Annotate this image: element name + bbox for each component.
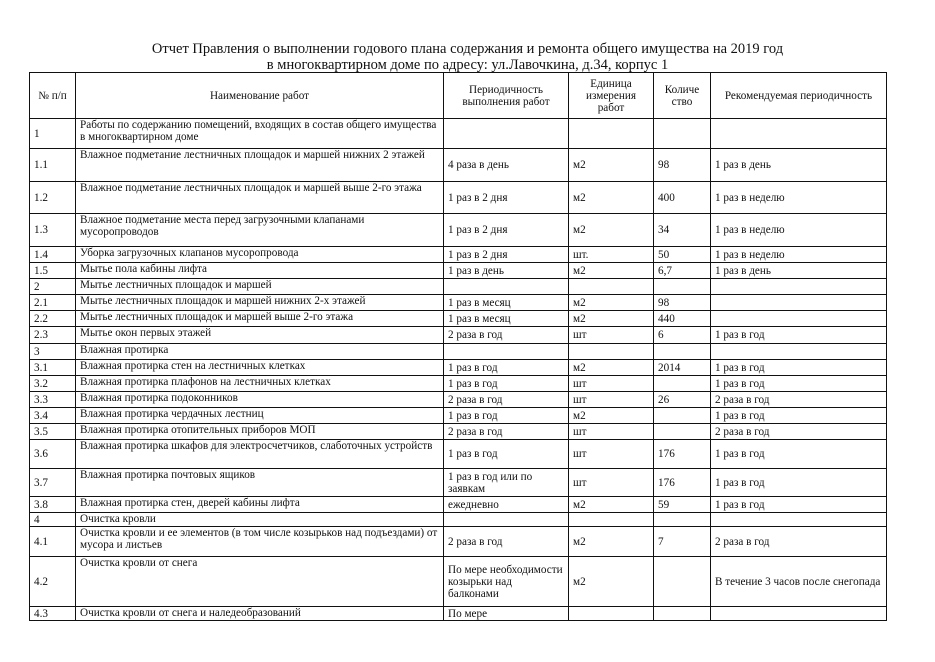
unit-cell [569, 607, 654, 621]
recommended-cell: 2 раза в год [711, 392, 887, 408]
row-num-cell: 3 [30, 344, 76, 360]
quantity-cell [654, 344, 711, 360]
periodicity-cell: 1 раз в день [444, 263, 569, 279]
header-name: Наименование работ [76, 73, 444, 119]
periodicity-cell: 1 раз в год или по заявкам [444, 469, 569, 497]
table-row [30, 557, 887, 607]
row-num-cell: 4 [30, 513, 76, 527]
work-name-cell: Работы по содержанию помещений, входящих в состав общего имущества в многоквартирном доме [76, 119, 444, 149]
periodicity-cell [444, 513, 569, 527]
unit-cell: шт [569, 424, 654, 440]
row-num-cell: 3.7 [30, 469, 76, 497]
recommended-cell: 1 раз в день [711, 263, 887, 279]
unit-cell: шт [569, 376, 654, 392]
periodicity-cell: 1 раз в 2 дня [444, 247, 569, 263]
table-row [30, 392, 887, 408]
row-num-cell: 1.3 [30, 214, 76, 247]
recommended-cell [711, 513, 887, 527]
table-row [30, 360, 887, 376]
unit-cell: м2 [569, 311, 654, 327]
periodicity-cell: 1 раз в год [444, 360, 569, 376]
row-num-cell: 3.8 [30, 497, 76, 513]
periodicity-cell [444, 344, 569, 360]
periodicity-cell: 1 раз в месяц [444, 311, 569, 327]
periodicity-cell: 1 раз в 2 дня [444, 182, 569, 214]
table-row [30, 119, 887, 149]
table-row [30, 279, 887, 295]
table-row [30, 182, 887, 214]
periodicity-cell [444, 279, 569, 295]
row-num-cell: 4.1 [30, 527, 76, 557]
quantity-cell: 400 [654, 182, 711, 214]
recommended-cell: 1 раз в год [711, 497, 887, 513]
row-num-cell: 3.6 [30, 440, 76, 469]
row-num-cell: 3.3 [30, 392, 76, 408]
work-name-cell: Очистка кровли [76, 513, 444, 527]
work-name-cell: Влажная протирка стен на лестничных клетках [76, 360, 444, 376]
table-row [30, 214, 887, 247]
unit-cell: м2 [569, 149, 654, 182]
unit-cell: м2 [569, 263, 654, 279]
work-name-cell: Мытье лестничных площадок и маршей нижних 2-х этажей [76, 295, 444, 311]
row-num-cell: 3.2 [30, 376, 76, 392]
table-row [30, 311, 887, 327]
recommended-cell [711, 344, 887, 360]
quantity-cell [654, 513, 711, 527]
quantity-cell: 176 [654, 440, 711, 469]
work-name-cell: Влажная протирка шкафов для электросчетчиков, слаботочных устройств [76, 440, 444, 469]
periodicity-cell: 2 раза в год [444, 392, 569, 408]
work-name-cell: Влажное подметание места перед загрузочными клапанами мусоропроводов [76, 214, 444, 247]
recommended-cell: 1 раз в неделю [711, 182, 887, 214]
table-header-row [30, 73, 887, 119]
table-row [30, 327, 887, 344]
recommended-cell: 2 раза в год [711, 527, 887, 557]
unit-cell: шт [569, 392, 654, 408]
quantity-cell: 26 [654, 392, 711, 408]
work-name-cell: Влажная протирка отопительных приборов МОП [76, 424, 444, 440]
row-num-cell: 4.2 [30, 557, 76, 607]
table-row [30, 527, 887, 557]
table-row [30, 469, 887, 497]
header-qty: Количе ство [654, 73, 711, 119]
unit-cell: шт [569, 469, 654, 497]
work-name-cell: Влажное подметание лестничных площадок и маршей выше 2-го этажа [76, 182, 444, 214]
table-row [30, 607, 887, 621]
row-num-cell: 3.5 [30, 424, 76, 440]
work-name-cell: Очистка кровли от снега [76, 557, 444, 607]
recommended-cell: 1 раз в год [711, 327, 887, 344]
report-title [0, 41, 935, 73]
recommended-cell [711, 279, 887, 295]
row-num-cell: 3.4 [30, 408, 76, 424]
table-row [30, 440, 887, 469]
header-num: № п/п [30, 73, 76, 119]
row-num-cell: 1.2 [30, 182, 76, 214]
unit-cell: м2 [569, 497, 654, 513]
unit-cell: шт [569, 440, 654, 469]
work-name-cell: Мытье окон первых этажей [76, 327, 444, 344]
table-row [30, 408, 887, 424]
quantity-cell [654, 408, 711, 424]
table-row [30, 295, 887, 311]
work-name-cell: Влажная протирка подоконников [76, 392, 444, 408]
unit-cell: м2 [569, 214, 654, 247]
table-row [30, 149, 887, 182]
recommended-cell: 1 раз в неделю [711, 247, 887, 263]
report-title-line1: Отчет Правления о выполнении годового плана содержания и ремонта общего имущества на 2019 год [151, 41, 784, 57]
header-unit: Единица измерения работ [569, 73, 654, 119]
quantity-cell: 98 [654, 149, 711, 182]
quantity-cell: 7 [654, 527, 711, 557]
periodicity-cell: ежедневно [444, 497, 569, 513]
unit-cell [569, 513, 654, 527]
table-row [30, 344, 887, 360]
work-name-cell: Очистка кровли и ее элементов (в том числе козырьков над подъездами) от мусора и листьев [76, 527, 444, 557]
periodicity-cell: 2 раза в год [444, 327, 569, 344]
unit-cell: м2 [569, 295, 654, 311]
quantity-cell: 34 [654, 214, 711, 247]
work-name-cell: Влажная протирка почтовых ящиков [76, 469, 444, 497]
quantity-cell [654, 424, 711, 440]
table-row [30, 513, 887, 527]
quantity-cell [654, 557, 711, 607]
report-title-line2: в многоквартирном доме по адресу: ул.Лавочкина, д.34, корпус 1 [266, 57, 669, 73]
row-num-cell: 2.3 [30, 327, 76, 344]
row-num-cell: 3.1 [30, 360, 76, 376]
periodicity-cell: По мере [444, 607, 569, 621]
header-periodicity: Периодичность выполнения работ [444, 73, 569, 119]
recommended-cell [711, 119, 887, 149]
work-name-cell: Влажное подметание лестничных площадок и маршей нижних 2 этажей [76, 149, 444, 182]
quantity-cell: 2014 [654, 360, 711, 376]
unit-cell: м2 [569, 360, 654, 376]
row-num-cell: 1 [30, 119, 76, 149]
unit-cell: м2 [569, 408, 654, 424]
unit-cell [569, 279, 654, 295]
work-name-cell: Влажная протирка плафонов на лестничных клетках [76, 376, 444, 392]
recommended-cell [711, 311, 887, 327]
recommended-cell: В течение 3 часов после снегопада [711, 557, 887, 607]
periodicity-cell: 2 раза в год [444, 424, 569, 440]
recommended-cell: 1 раз в год [711, 469, 887, 497]
quantity-cell: 6,7 [654, 263, 711, 279]
quantity-cell: 6 [654, 327, 711, 344]
work-name-cell: Мытье пола кабины лифта [76, 263, 444, 279]
unit-cell: м2 [569, 182, 654, 214]
quantity-cell: 59 [654, 497, 711, 513]
recommended-cell: 2 раза в год [711, 424, 887, 440]
work-name-cell: Влажная протирка чердачных лестниц [76, 408, 444, 424]
unit-cell [569, 344, 654, 360]
quantity-cell: 50 [654, 247, 711, 263]
table-row [30, 247, 887, 263]
recommended-cell [711, 607, 887, 621]
recommended-cell: 1 раз в неделю [711, 214, 887, 247]
recommended-cell: 1 раз в год [711, 376, 887, 392]
quantity-cell [654, 607, 711, 621]
periodicity-cell: 1 раз в год [444, 408, 569, 424]
table-row [30, 263, 887, 279]
quantity-cell [654, 119, 711, 149]
table-row [30, 424, 887, 440]
header-recommended: Рекомендуемая периодичность [711, 73, 887, 119]
unit-cell: м2 [569, 527, 654, 557]
quantity-cell: 176 [654, 469, 711, 497]
periodicity-cell: 1 раз в год [444, 440, 569, 469]
quantity-cell: 440 [654, 311, 711, 327]
work-name-cell: Мытье лестничных площадок и маршей [76, 279, 444, 295]
work-name-cell: Влажная протирка стен, дверей кабины лифта [76, 497, 444, 513]
works-table [29, 72, 887, 621]
row-num-cell: 2.1 [30, 295, 76, 311]
recommended-cell: 1 раз в год [711, 440, 887, 469]
table-row [30, 376, 887, 392]
work-name-cell: Влажная протирка [76, 344, 444, 360]
periodicity-cell: 1 раз в 2 дня [444, 214, 569, 247]
unit-cell: м2 [569, 557, 654, 607]
quantity-cell: 98 [654, 295, 711, 311]
work-name-cell: Уборка загрузочных клапанов мусоропровода [76, 247, 444, 263]
periodicity-cell: 4 раза в день [444, 149, 569, 182]
row-num-cell: 1.4 [30, 247, 76, 263]
row-num-cell: 4.3 [30, 607, 76, 621]
quantity-cell [654, 279, 711, 295]
periodicity-cell: По мере необходимости козырьки над балконами [444, 557, 569, 607]
periodicity-cell [444, 119, 569, 149]
recommended-cell: 1 раз в день [711, 149, 887, 182]
work-name-cell: Мытье лестничных площадок и маршей выше 2-го этажа [76, 311, 444, 327]
row-num-cell: 2 [30, 279, 76, 295]
recommended-cell: 1 раз в год [711, 360, 887, 376]
row-num-cell: 1.1 [30, 149, 76, 182]
recommended-cell [711, 295, 887, 311]
table-row [30, 497, 887, 513]
unit-cell: шт [569, 327, 654, 344]
work-name-cell: Очистка кровли от снега и наледеобразований [76, 607, 444, 621]
row-num-cell: 1.5 [30, 263, 76, 279]
row-num-cell: 2.2 [30, 311, 76, 327]
periodicity-cell: 2 раза в год [444, 527, 569, 557]
unit-cell [569, 119, 654, 149]
quantity-cell [654, 376, 711, 392]
periodicity-cell: 1 раз в год [444, 376, 569, 392]
periodicity-cell: 1 раз в месяц [444, 295, 569, 311]
unit-cell: шт. [569, 247, 654, 263]
recommended-cell: 1 раз в год [711, 408, 887, 424]
